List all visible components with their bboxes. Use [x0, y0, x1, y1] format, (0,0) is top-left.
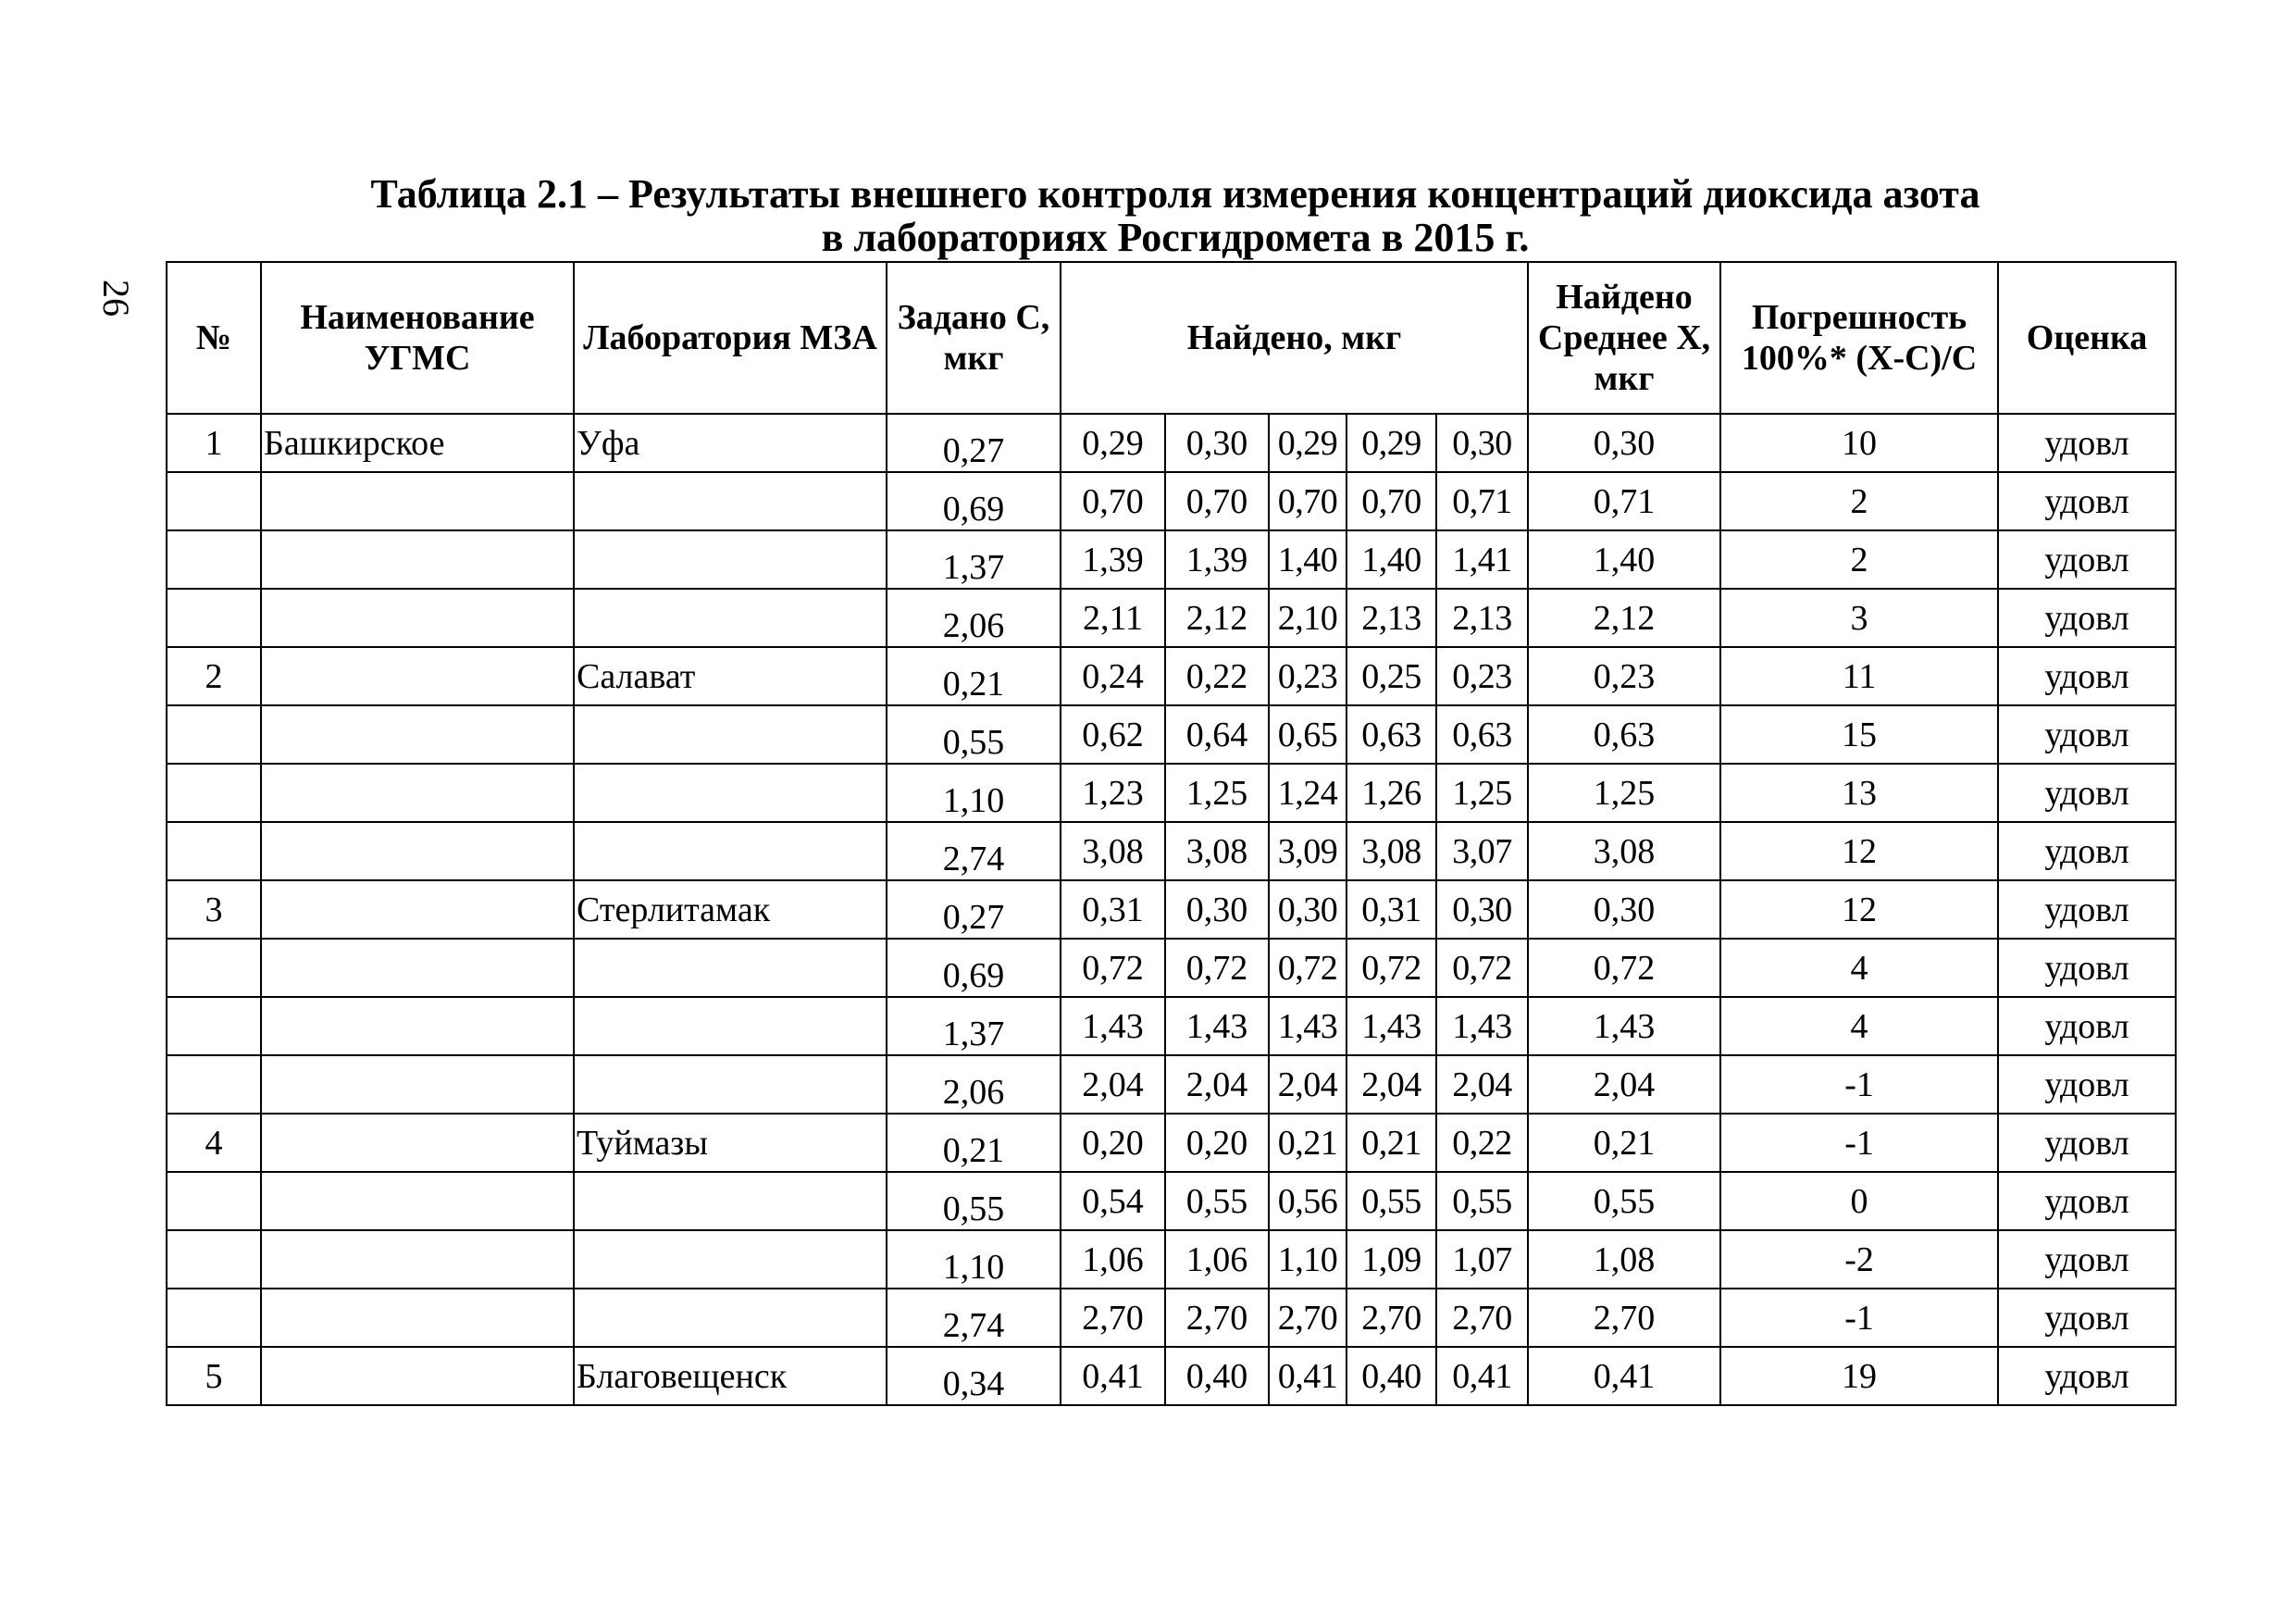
- cell-error: -1: [1720, 1055, 1998, 1114]
- cell-rating: удовл: [1998, 1347, 2176, 1405]
- cell-lab: [574, 939, 887, 997]
- cell-found-1: 1,43: [1061, 997, 1165, 1055]
- cell-found-3: 1,43: [1269, 997, 1347, 1055]
- cell-found-4: 0,72: [1347, 939, 1436, 997]
- cell-found-3: 2,04: [1269, 1055, 1347, 1114]
- cell-found-5: 0,30: [1436, 880, 1528, 939]
- table-row: [167, 705, 2176, 764]
- cell-found-3: 0,56: [1269, 1172, 1347, 1230]
- table-row: [167, 1114, 2176, 1172]
- cell-num: 5: [167, 1347, 261, 1405]
- cell-lab: Уфа: [574, 414, 887, 472]
- cell-found-1: 0,24: [1061, 647, 1165, 705]
- cell-found-5: 2,13: [1436, 589, 1528, 647]
- cell-found-1: 0,70: [1061, 472, 1165, 530]
- cell-found-5: 0,23: [1436, 647, 1528, 705]
- cell-found-1: 0,54: [1061, 1172, 1165, 1230]
- cell-error: 12: [1720, 880, 1998, 939]
- cell-found-4: 2,70: [1347, 1289, 1436, 1347]
- table-row: [167, 1055, 2176, 1114]
- cell-found-5: 2,70: [1436, 1289, 1528, 1347]
- cell-ugms: [261, 822, 574, 880]
- cell-error: 11: [1720, 647, 1998, 705]
- cell-ugms: [261, 880, 574, 939]
- cell-lab: [574, 1230, 887, 1289]
- cell-found-5: 0,55: [1436, 1172, 1528, 1230]
- cell-found-5: 1,25: [1436, 764, 1528, 822]
- cell-found-4: 0,25: [1347, 647, 1436, 705]
- cell-given: 0,69: [887, 472, 1061, 530]
- cell-lab: [574, 1172, 887, 1230]
- cell-mean: 0,30: [1528, 414, 1720, 472]
- cell-mean: 0,23: [1528, 647, 1720, 705]
- cell-rating: удовл: [1998, 414, 2176, 472]
- cell-given: 0,27: [887, 880, 1061, 939]
- cell-mean: 1,25: [1528, 764, 1720, 822]
- cell-ugms: [261, 997, 574, 1055]
- cell-ugms: [261, 1289, 574, 1347]
- cell-found-4: 0,63: [1347, 705, 1436, 764]
- table-row: [167, 472, 2176, 530]
- header-num: №: [167, 262, 261, 414]
- cell-num: [167, 822, 261, 880]
- cell-found-2: 1,39: [1165, 530, 1269, 589]
- cell-ugms: [261, 1172, 574, 1230]
- cell-lab: [574, 530, 887, 589]
- cell-found-1: 1,39: [1061, 530, 1165, 589]
- cell-lab: [574, 997, 887, 1055]
- cell-found-1: 1,23: [1061, 764, 1165, 822]
- cell-num: [167, 705, 261, 764]
- cell-num: [167, 997, 261, 1055]
- table-row: [167, 822, 2176, 880]
- table-row: [167, 1289, 2176, 1347]
- table-row: [167, 939, 2176, 997]
- cell-lab: [574, 705, 887, 764]
- cell-rating: удовл: [1998, 1055, 2176, 1114]
- cell-lab: [574, 472, 887, 530]
- cell-given: 1,10: [887, 764, 1061, 822]
- cell-mean: 0,72: [1528, 939, 1720, 997]
- cell-found-5: 1,07: [1436, 1230, 1528, 1289]
- cell-found-4: 2,13: [1347, 589, 1436, 647]
- cell-error: 15: [1720, 705, 1998, 764]
- header-rating: Оценка: [1998, 262, 2176, 414]
- cell-error: 4: [1720, 997, 1998, 1055]
- table-row: [167, 1347, 2176, 1405]
- cell-mean: 0,55: [1528, 1172, 1720, 1230]
- cell-found-3: 0,23: [1269, 647, 1347, 705]
- table-row: [167, 647, 2176, 705]
- cell-found-3: 2,70: [1269, 1289, 1347, 1347]
- cell-mean: 1,40: [1528, 530, 1720, 589]
- cell-lab: [574, 1289, 887, 1347]
- cell-ugms: [261, 764, 574, 822]
- cell-found-2: 1,06: [1165, 1230, 1269, 1289]
- cell-num: [167, 1172, 261, 1230]
- cell-lab: Салават: [574, 647, 887, 705]
- cell-num: 4: [167, 1114, 261, 1172]
- cell-found-4: 1,40: [1347, 530, 1436, 589]
- header-lab: Лаборатория МЗА: [574, 262, 887, 414]
- cell-rating: удовл: [1998, 880, 2176, 939]
- table-title-line-1: Таблица 2.1 – Результаты внешнего контроля измерения концентраций диоксида азота: [370, 171, 1980, 217]
- cell-found-5: 2,04: [1436, 1055, 1528, 1114]
- cell-error: 0: [1720, 1172, 1998, 1230]
- cell-found-2: 1,25: [1165, 764, 1269, 822]
- cell-error: 3: [1720, 589, 1998, 647]
- cell-found-2: 0,55: [1165, 1172, 1269, 1230]
- cell-rating: удовл: [1998, 822, 2176, 880]
- cell-num: 3: [167, 880, 261, 939]
- cell-found-1: 0,41: [1061, 1347, 1165, 1405]
- cell-found-2: 1,43: [1165, 997, 1269, 1055]
- header-ugms: Наименование УГМС: [261, 262, 574, 414]
- cell-ugms: [261, 472, 574, 530]
- cell-found-3: 0,21: [1269, 1114, 1347, 1172]
- table-row: [167, 880, 2176, 939]
- cell-found-5: 0,71: [1436, 472, 1528, 530]
- cell-given: 2,06: [887, 1055, 1061, 1114]
- cell-found-1: 0,29: [1061, 414, 1165, 472]
- cell-rating: удовл: [1998, 705, 2176, 764]
- cell-found-4: 0,70: [1347, 472, 1436, 530]
- cell-num: [167, 589, 261, 647]
- cell-found-5: 0,30: [1436, 414, 1528, 472]
- cell-found-5: 1,41: [1436, 530, 1528, 589]
- cell-found-3: 0,30: [1269, 880, 1347, 939]
- cell-mean: 3,08: [1528, 822, 1720, 880]
- cell-ugms: Башкирское: [261, 414, 574, 472]
- cell-num: 1: [167, 414, 261, 472]
- table-body: [167, 414, 2176, 1405]
- cell-mean: 2,04: [1528, 1055, 1720, 1114]
- cell-found-3: 0,41: [1269, 1347, 1347, 1405]
- cell-rating: удовл: [1998, 647, 2176, 705]
- cell-error: -1: [1720, 1289, 1998, 1347]
- page-number: 26: [95, 280, 138, 317]
- cell-ugms: [261, 1114, 574, 1172]
- cell-found-2: 0,64: [1165, 705, 1269, 764]
- cell-lab: Стерлитамак: [574, 880, 887, 939]
- cell-found-5: 0,22: [1436, 1114, 1528, 1172]
- cell-given: 0,55: [887, 705, 1061, 764]
- cell-ugms: [261, 589, 574, 647]
- header-error: Погрешность 100%* (Х-С)/С: [1720, 262, 1998, 414]
- cell-mean: 0,71: [1528, 472, 1720, 530]
- cell-found-2: 0,30: [1165, 880, 1269, 939]
- cell-found-2: 0,30: [1165, 414, 1269, 472]
- cell-num: 2: [167, 647, 261, 705]
- cell-found-2: 0,40: [1165, 1347, 1269, 1405]
- cell-found-4: 1,26: [1347, 764, 1436, 822]
- header-found: Найдено, мкг: [1061, 262, 1528, 414]
- cell-rating: удовл: [1998, 1172, 2176, 1230]
- cell-found-1: 0,72: [1061, 939, 1165, 997]
- table-row: [167, 997, 2176, 1055]
- cell-found-3: 0,70: [1269, 472, 1347, 530]
- cell-found-2: 2,12: [1165, 589, 1269, 647]
- cell-found-5: 1,43: [1436, 997, 1528, 1055]
- cell-error: -1: [1720, 1114, 1998, 1172]
- cell-rating: удовл: [1998, 1289, 2176, 1347]
- cell-rating: удовл: [1998, 764, 2176, 822]
- cell-num: [167, 1230, 261, 1289]
- cell-error: 2: [1720, 472, 1998, 530]
- cell-rating: удовл: [1998, 1114, 2176, 1172]
- cell-found-1: 2,70: [1061, 1289, 1165, 1347]
- cell-error: 13: [1720, 764, 1998, 822]
- cell-found-2: 0,72: [1165, 939, 1269, 997]
- cell-found-1: 0,62: [1061, 705, 1165, 764]
- cell-found-3: 1,24: [1269, 764, 1347, 822]
- cell-rating: удовл: [1998, 1230, 2176, 1289]
- cell-given: 0,21: [887, 647, 1061, 705]
- cell-ugms: [261, 1230, 574, 1289]
- cell-lab: Благовещенск: [574, 1347, 887, 1405]
- cell-found-1: 0,20: [1061, 1114, 1165, 1172]
- cell-mean: 1,08: [1528, 1230, 1720, 1289]
- cell-lab: [574, 589, 887, 647]
- cell-num: [167, 1055, 261, 1114]
- cell-found-4: 0,21: [1347, 1114, 1436, 1172]
- cell-lab: [574, 1055, 887, 1114]
- cell-error: 4: [1720, 939, 1998, 997]
- cell-error: 19: [1720, 1347, 1998, 1405]
- header-given: Задано С, мкг: [887, 262, 1061, 414]
- cell-found-4: 1,43: [1347, 997, 1436, 1055]
- cell-given: 0,21: [887, 1114, 1061, 1172]
- table-title: [167, 172, 2184, 259]
- cell-given: 2,74: [887, 822, 1061, 880]
- cell-found-4: 3,08: [1347, 822, 1436, 880]
- cell-found-1: 1,06: [1061, 1230, 1165, 1289]
- table-row: [167, 589, 2176, 647]
- table-row: [167, 1172, 2176, 1230]
- results-table: [166, 261, 2177, 1406]
- cell-num: [167, 530, 261, 589]
- cell-found-5: 0,63: [1436, 705, 1528, 764]
- cell-found-3: 3,09: [1269, 822, 1347, 880]
- cell-found-2: 2,04: [1165, 1055, 1269, 1114]
- cell-given: 0,55: [887, 1172, 1061, 1230]
- cell-mean: 2,12: [1528, 589, 1720, 647]
- cell-found-1: 3,08: [1061, 822, 1165, 880]
- cell-mean: 0,63: [1528, 705, 1720, 764]
- cell-rating: удовл: [1998, 997, 2176, 1055]
- cell-found-5: 3,07: [1436, 822, 1528, 880]
- cell-found-1: 2,11: [1061, 589, 1165, 647]
- header-mean: Найдено Среднее Х, мкг: [1528, 262, 1720, 414]
- cell-rating: удовл: [1998, 589, 2176, 647]
- cell-given: 0,27: [887, 414, 1061, 472]
- cell-given: 0,69: [887, 939, 1061, 997]
- cell-lab: [574, 764, 887, 822]
- cell-lab: Туймазы: [574, 1114, 887, 1172]
- cell-found-3: 0,72: [1269, 939, 1347, 997]
- cell-found-1: 2,04: [1061, 1055, 1165, 1114]
- header-row: [167, 262, 2176, 414]
- cell-found-2: 2,70: [1165, 1289, 1269, 1347]
- cell-found-4: 0,55: [1347, 1172, 1436, 1230]
- cell-mean: 1,43: [1528, 997, 1720, 1055]
- table-row: [167, 1230, 2176, 1289]
- cell-found-4: 2,04: [1347, 1055, 1436, 1114]
- cell-num: [167, 939, 261, 997]
- cell-mean: 0,21: [1528, 1114, 1720, 1172]
- cell-ugms: [261, 647, 574, 705]
- cell-num: [167, 472, 261, 530]
- cell-found-2: 0,70: [1165, 472, 1269, 530]
- cell-given: 2,06: [887, 589, 1061, 647]
- cell-given: 1,37: [887, 997, 1061, 1055]
- table-title-line-2: в лабораториях Росгидромета в 2015 г.: [821, 215, 1530, 260]
- cell-num: [167, 1289, 261, 1347]
- cell-found-2: 0,20: [1165, 1114, 1269, 1172]
- cell-error: 10: [1720, 414, 1998, 472]
- cell-lab: [574, 822, 887, 880]
- table-row: [167, 414, 2176, 472]
- table-row: [167, 530, 2176, 589]
- cell-found-3: 1,10: [1269, 1230, 1347, 1289]
- cell-found-1: 0,31: [1061, 880, 1165, 939]
- cell-found-4: 0,29: [1347, 414, 1436, 472]
- cell-mean: 2,70: [1528, 1289, 1720, 1347]
- cell-ugms: [261, 705, 574, 764]
- cell-num: [167, 764, 261, 822]
- cell-ugms: [261, 530, 574, 589]
- cell-mean: 0,30: [1528, 880, 1720, 939]
- cell-error: -2: [1720, 1230, 1998, 1289]
- cell-rating: удовл: [1998, 530, 2176, 589]
- cell-given: 0,34: [887, 1347, 1061, 1405]
- cell-given: 2,74: [887, 1289, 1061, 1347]
- table-row: [167, 764, 2176, 822]
- cell-found-3: 2,10: [1269, 589, 1347, 647]
- cell-found-3: 0,29: [1269, 414, 1347, 472]
- cell-found-5: 0,72: [1436, 939, 1528, 997]
- cell-error: 12: [1720, 822, 1998, 880]
- cell-ugms: [261, 939, 574, 997]
- cell-rating: удовл: [1998, 939, 2176, 997]
- cell-found-5: 0,41: [1436, 1347, 1528, 1405]
- cell-found-3: 1,40: [1269, 530, 1347, 589]
- cell-found-2: 3,08: [1165, 822, 1269, 880]
- cell-given: 1,37: [887, 530, 1061, 589]
- cell-mean: 0,41: [1528, 1347, 1720, 1405]
- cell-found-4: 1,09: [1347, 1230, 1436, 1289]
- cell-ugms: [261, 1055, 574, 1114]
- cell-ugms: [261, 1347, 574, 1405]
- cell-found-4: 0,31: [1347, 880, 1436, 939]
- cell-given: 1,10: [887, 1230, 1061, 1289]
- cell-error: 2: [1720, 530, 1998, 589]
- cell-found-4: 0,40: [1347, 1347, 1436, 1405]
- cell-rating: удовл: [1998, 472, 2176, 530]
- cell-found-2: 0,22: [1165, 647, 1269, 705]
- cell-found-3: 0,65: [1269, 705, 1347, 764]
